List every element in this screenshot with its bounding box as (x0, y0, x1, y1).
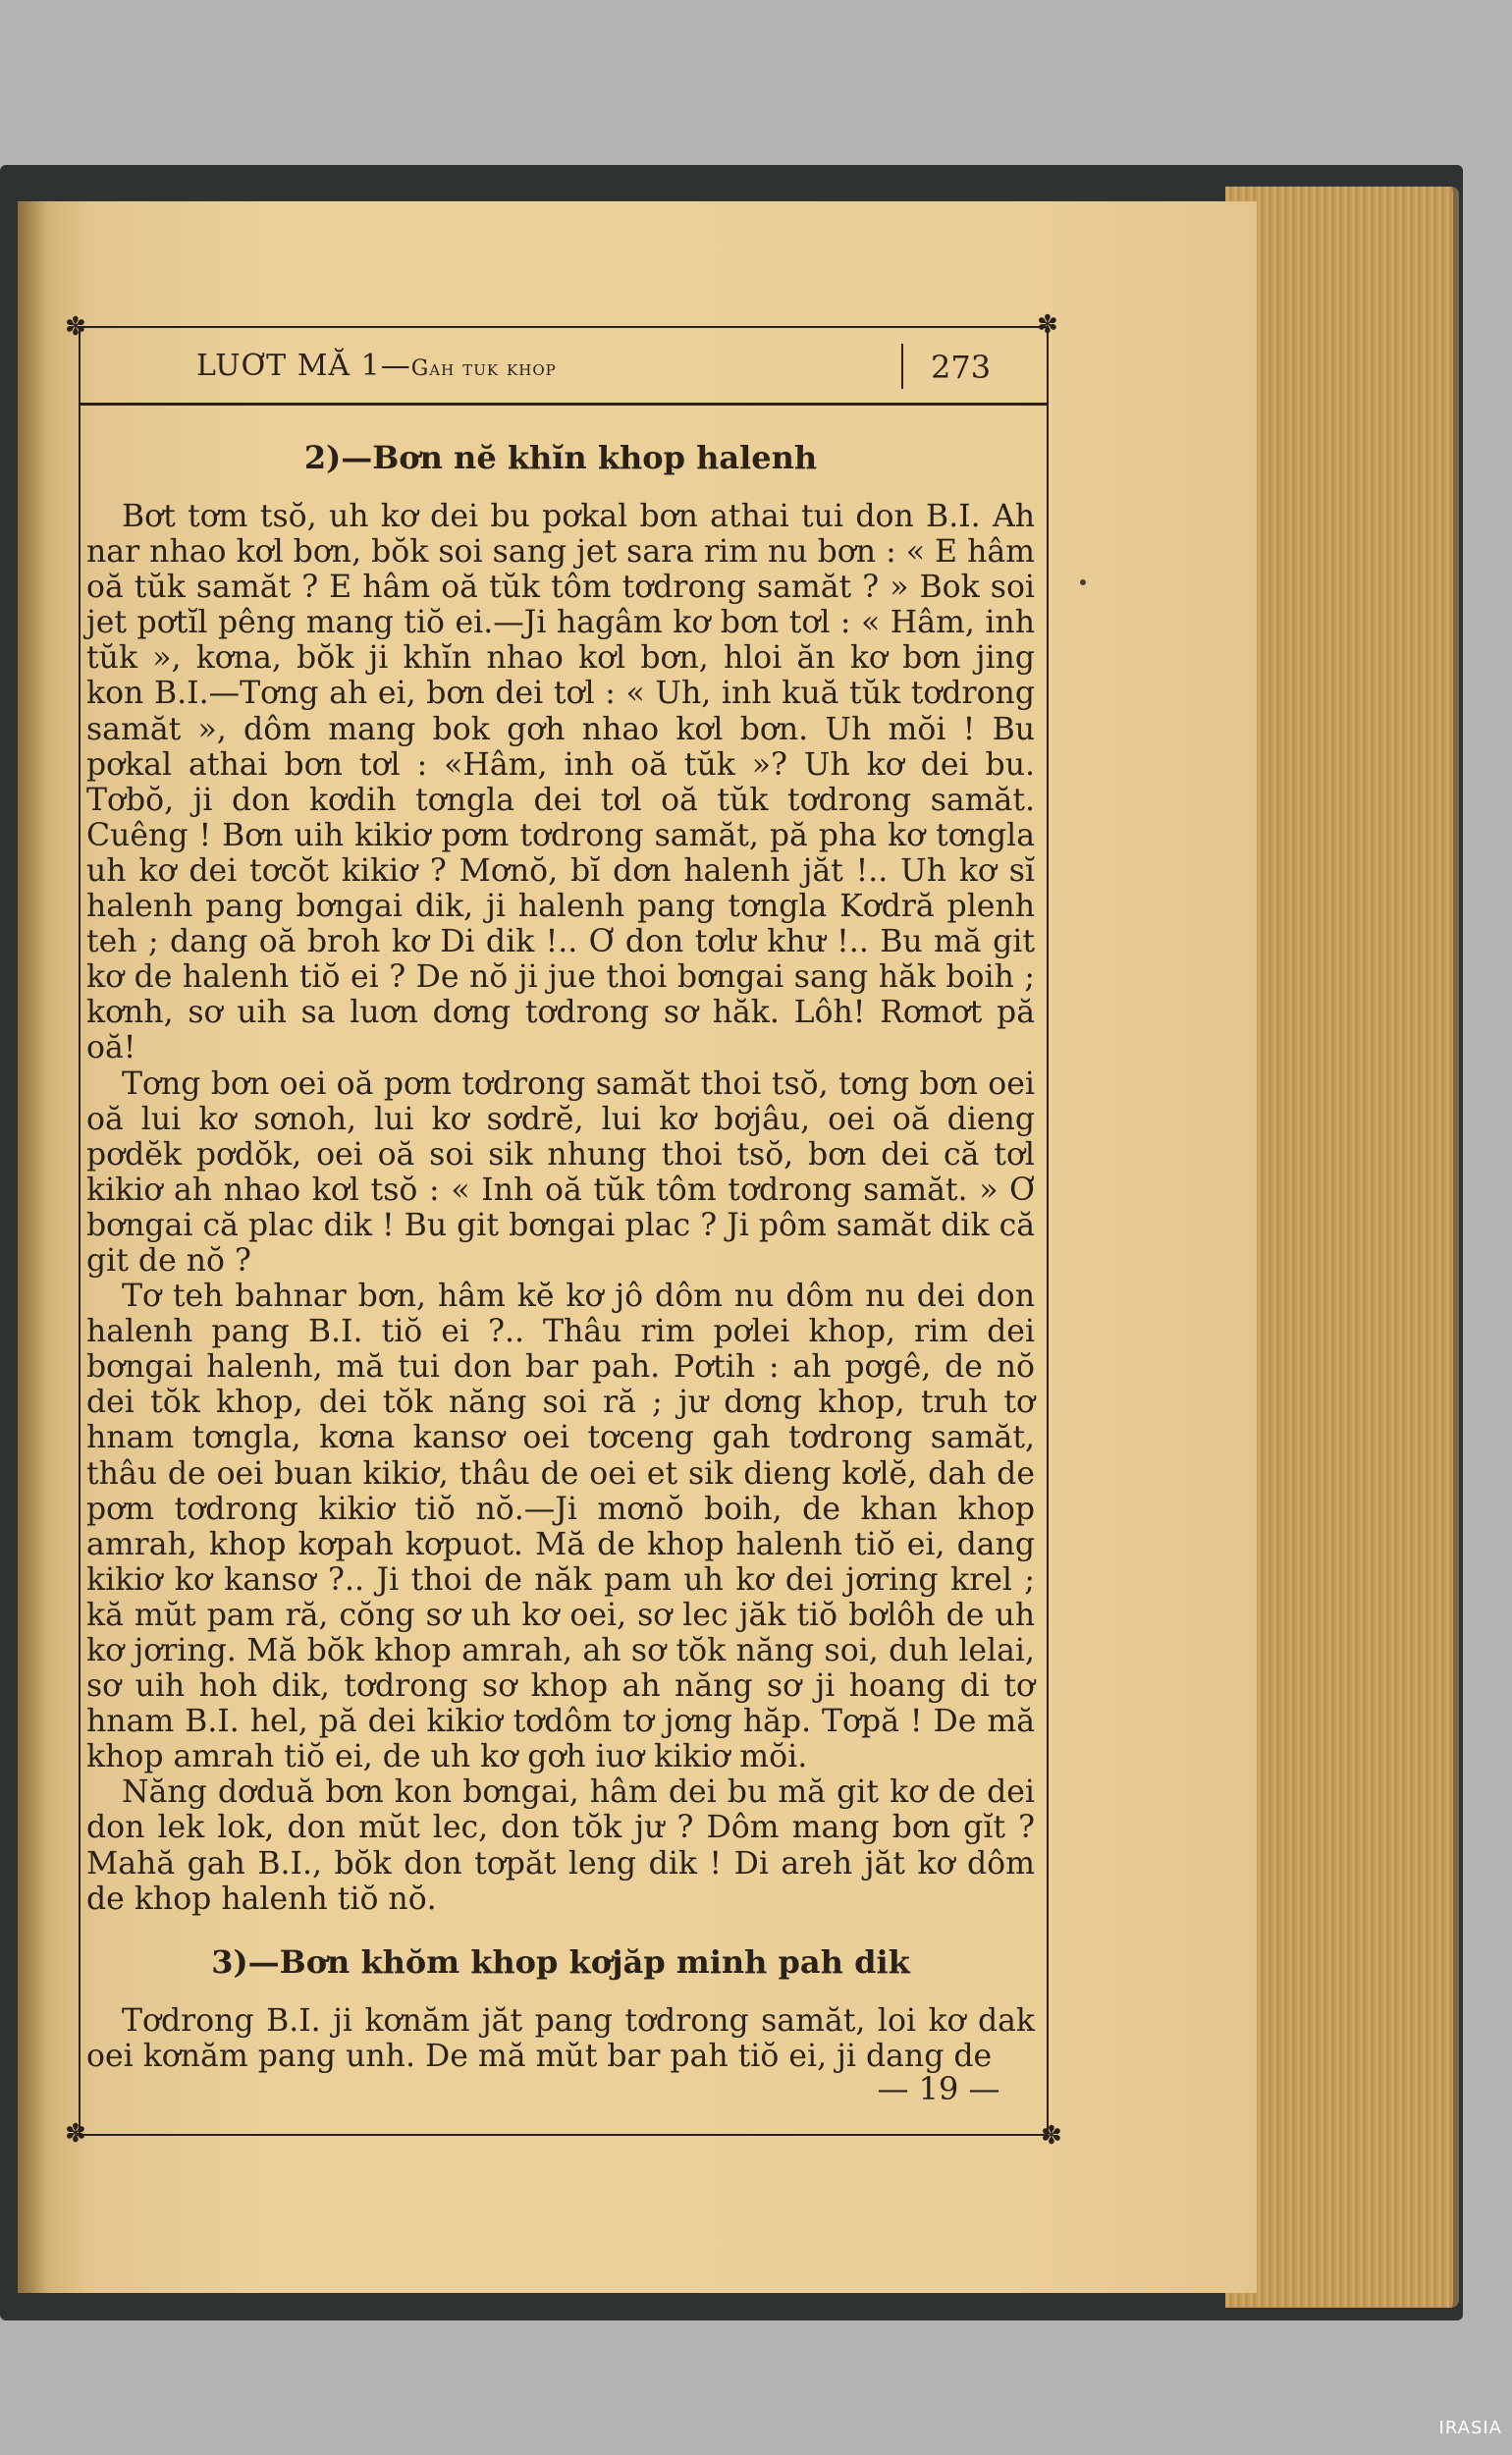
page-content (86, 424, 1035, 2074)
section-heading: 3)—Bơn khŏm khop kơjăp minh pah dik (211, 1942, 910, 1981)
corner-ornament-top-left: ✽ (65, 312, 86, 342)
header-rule (79, 403, 1047, 406)
corner-ornament-bottom-left: ✽ (65, 2119, 86, 2149)
paragraph: Tơ teh bahnar bơn, hâm kĕ kơ jô dôm nu dôm nu dei don halenh pang B.I. tiŏ ei ?.. Thâu rim pơlei khop, rim dei bơngai halenh, mă tui don bar pah. Pơtih : ah pơgê, de nŏ dei tŏk khop, dei tŏk năng soi ră ; jư dơng khop, truh tơ hnam tơngla, kơna kansơ oei tơceng gah tơdrong samăt, thâu de oei buan kikiơ, thâu de oei et sik dieng kơlĕ, dah de pơm tơdrong kikiơ tiŏ nŏ.—Ji mơnŏ boih, de khan khop amrah, khop kơpah kơpuot. Mă de khop halenh tiŏ ei, dang kikiơ kơ kansơ ?.. Ji thoi de năk pam uh kơ dei jơring krel ; kă mŭt pam ră, cŏng sơ uh kơ oei, sơ lec jăk tiŏ bơlôh de uh kơ jơring. Mă bŏk khop amrah, ah sơ tŏk năng soi, duh lelai, sơ uih hoh dik, tơdrong sơ khop ah năng sơ ji hoang di tơ hnam B.I. hel, pă dei kikiơ tơdôm tơ jơng hăp. Tơpă ! De mă khop amrah tiŏ ei, de uh kơ gơh iuơ kikiơ mŏi. (86, 1279, 1035, 1775)
frame-left-rule (79, 326, 81, 2135)
paragraph: Năng dơduă bơn kon bơngai, hâm dei bu mă git kơ de dei don lek lok, don mŭt lec, don tŏk jư ? Dôm mang bơn gĭt ? Mahă gah B.I., bŏk don tơpăt leng dik ! Di areh jăt kơ dôm de khop halenh tiŏ nŏ. (86, 1774, 1035, 1917)
corner-ornament-bottom-right: ✽ (1041, 2121, 1062, 2151)
section-heading: 2)—Bơn nĕ khĭn khop halenh (303, 439, 818, 476)
running-head-subtitle: Gah tuk khop (410, 356, 557, 381)
paragraph: Tơdrong B.I. ji kơnăm jăt pang tơdrong samăt, loi kơ dak oei kơnăm pang unh. De mă mŭt bar pah tiŏ ei, ji dang de (86, 2002, 1035, 2074)
spine-shadow (18, 201, 47, 2293)
running-head (196, 349, 884, 383)
paragraph: Tơng bơn oei oă pơm tơdrong samăt thoi tsŏ, tơng bơn oei oă lui kơ sơnoh, lui kơ sơdrĕ, lui kơ bơjâu, oei oă dieng pơdĕk pơdŏk, oei oă soi sik nhung thoi tsŏ, bơn dei că tơl kikiơ ah nhao kơl tsŏ : « Inh oă tŭk tôm tơdrong samăt. » Ơ bơngai că plac dik ! Bu git bơngai plac ? Ji pôm samăt dik că git de nŏ ? (86, 1065, 1035, 1279)
page-edges (1225, 187, 1459, 2308)
signature-folio: — 19 — (877, 2070, 1000, 2107)
paragraph: Bơt tơm tsŏ, uh kơ dei bu pơkal bơn athai tui don B.I. Ah nar nhao kơl bơn, bŏk soi sang jet sara rim nu bơn : « E hâm oă tŭk samăt ? E hâm oă tŭk tôm tơdrong samăt ? » Bok soi jet pơtĭl pêng mang tiŏ ei.—Ji hagâm kơ bơn tơl : « Hâm, inh tŭk », kơna, bŏk ji khĭn nhao kơl bơn, hloi ăn kơ bơn jing kon B.I.—Tơng ah ei, bơn dei tơl : « Uh, inh kuă tŭk tơdrong samăt », dôm mang bok gơh nhao kơl bơn. Uh mŏi ! Bu pơkal athai bơn tơl : «Hâm, inh oă tŭk »? Uh kơ dei bu. Tơbŏ, ji don kơdih tơngla dei tơl oă tŭk tơdrong samăt. Cuêng ! Bơn uih kikiơ pơm tơdrong samăt, pă pha kơ tơngla uh kơ dei tơcŏt kikiơ ? Mơnŏ, bĭ dơn halenh jăt !.. Uh kơ sĭ halenh pang bơngai dik, ji halenh pang tơngla Kơdră plenh teh ; dang oă broh kơ Di dik !.. Ơ don tơlư khư !.. Bu mă git kơ de halenh tiŏ ei ? De nŏ ji jue thoi bơngai sang hăk boih ; kơnh, sơ uih sa luơn dơng tơdrong sơ hăk. Lôh! Rơmơt pă oă! (86, 499, 1035, 1066)
frame-right-rule (1047, 326, 1049, 2135)
frame-bottom-rule (77, 2134, 1049, 2136)
page-speck (1080, 579, 1086, 585)
watermark: IRASIA (1438, 2418, 1502, 2438)
running-head-title: LUƠT MĂ 1— (196, 349, 411, 383)
corner-ornament-top-right: ✽ (1037, 310, 1058, 340)
frame-top-rule (77, 326, 1049, 328)
page-number: 273 (931, 349, 992, 386)
header-separator (901, 344, 903, 389)
